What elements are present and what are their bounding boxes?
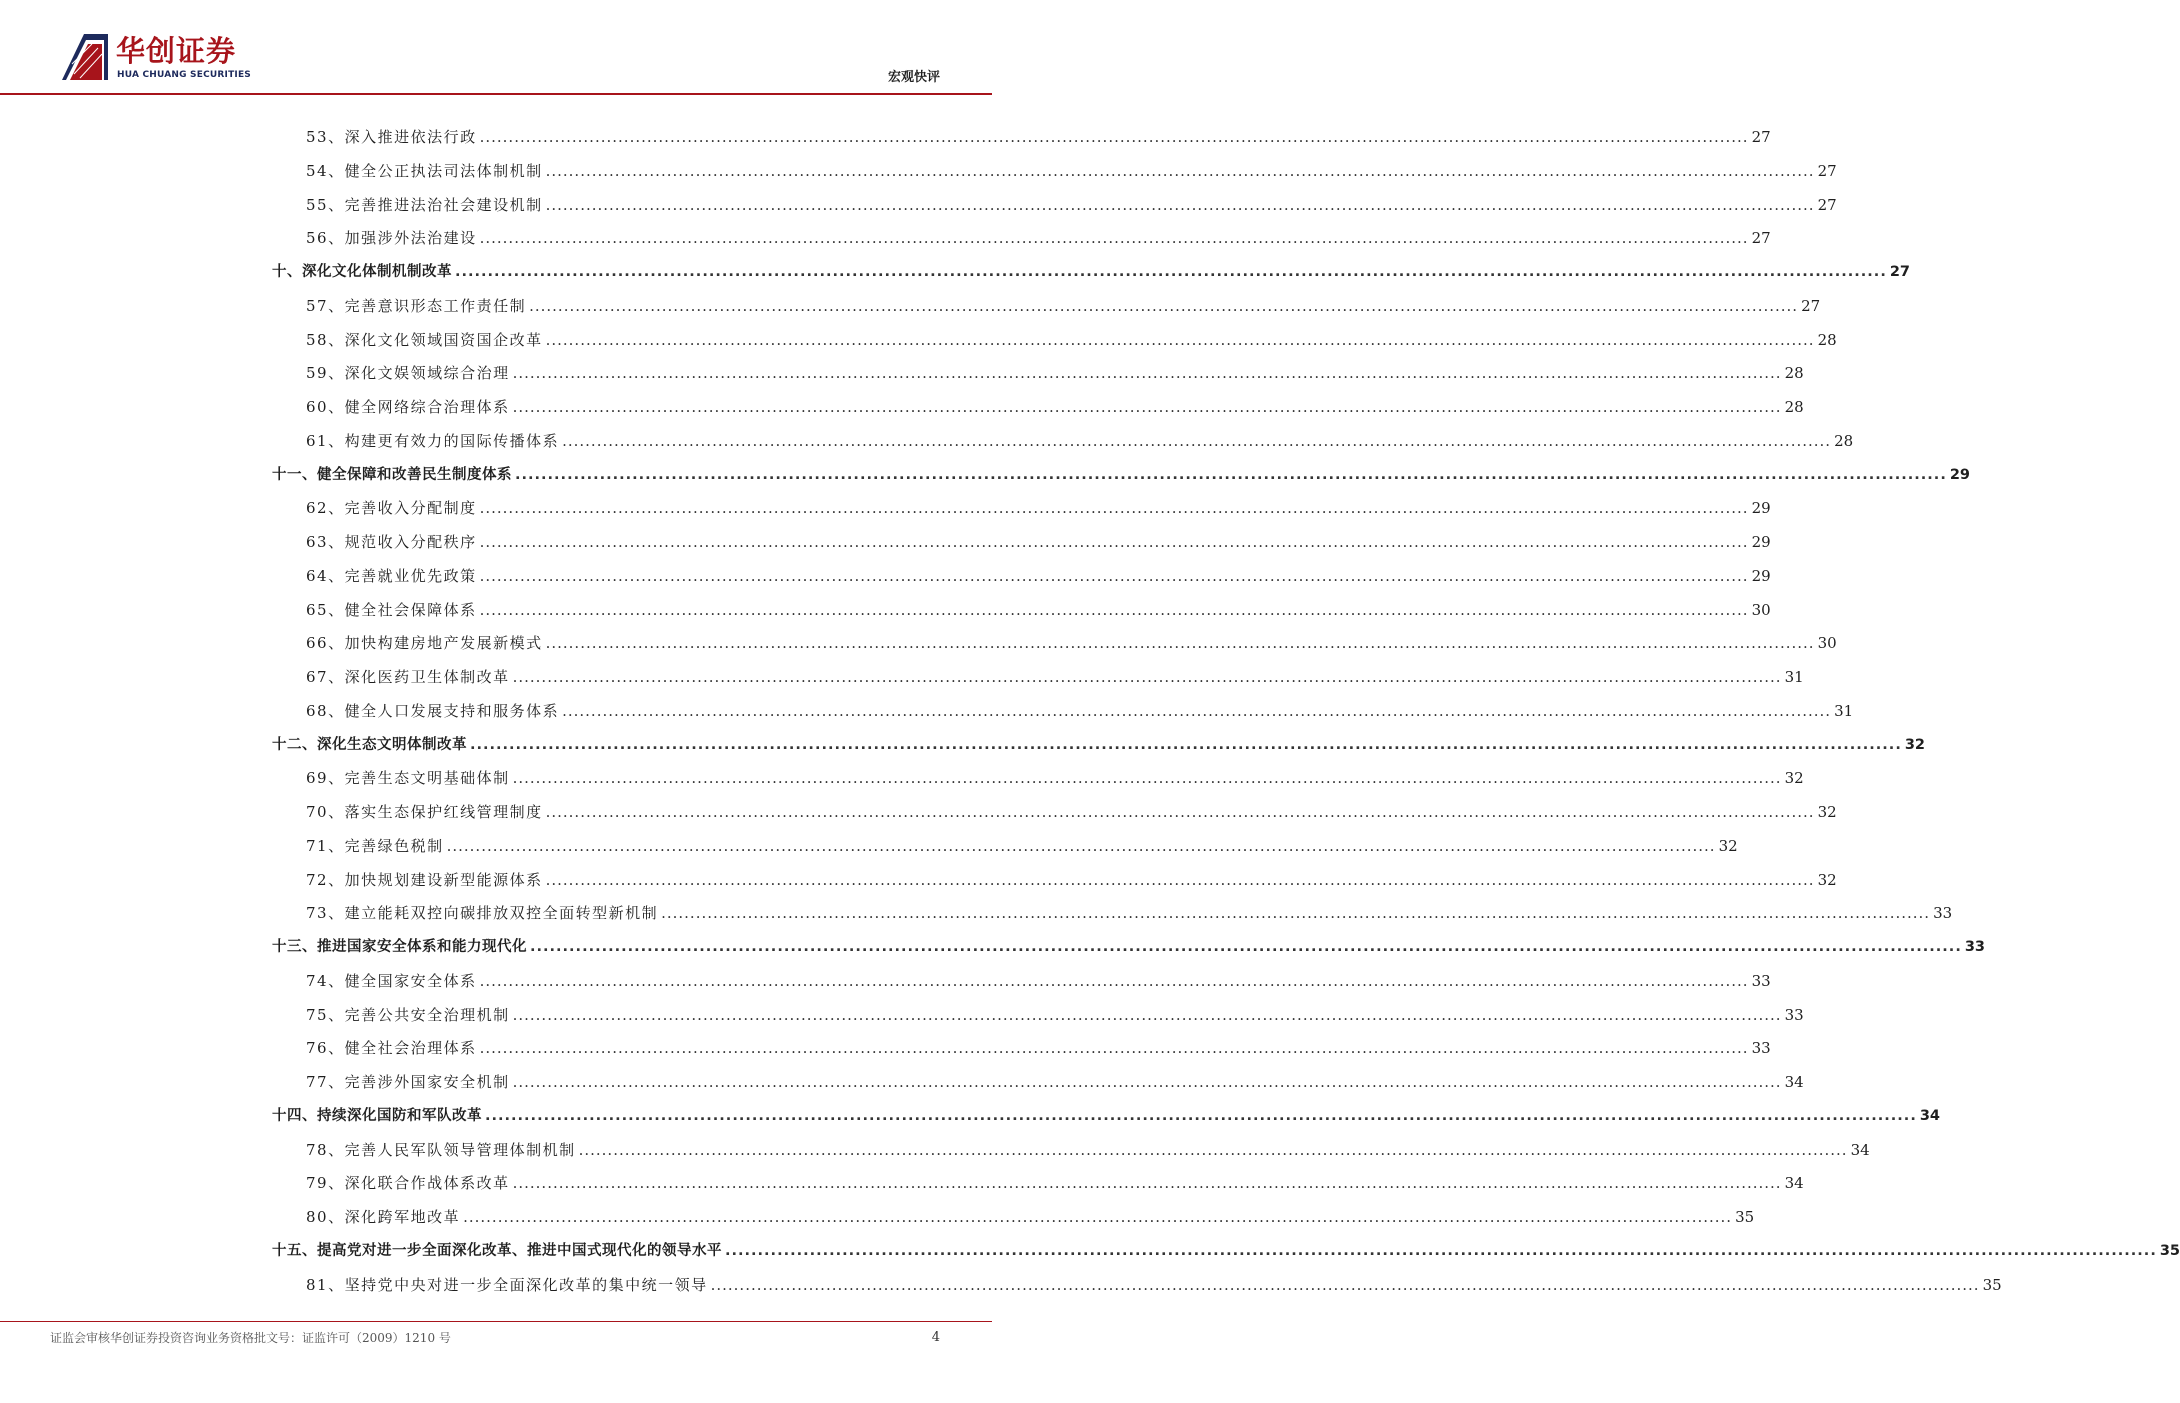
toc-chapter-entry[interactable] bbox=[272, 458, 1971, 492]
toc-page-number: 32 bbox=[1817, 870, 1837, 889]
toc-page-number: 27 bbox=[1751, 229, 1771, 248]
toc-entry-title: 69、完善生态文明基础体制 bbox=[306, 769, 510, 788]
toc-entry-title: 56、加强涉外法治建设 bbox=[306, 229, 477, 248]
toc-section-entry[interactable] bbox=[306, 221, 1771, 255]
toc-page-number: 27 bbox=[1817, 195, 1837, 214]
toc-section-entry[interactable] bbox=[306, 660, 1804, 694]
toc-section-entry[interactable] bbox=[306, 694, 1854, 728]
toc-leader-dots: ............................................................................................................................................................................................................................ bbox=[529, 296, 1799, 315]
toc-section-entry[interactable] bbox=[306, 525, 1771, 559]
toc-chapter-entry[interactable] bbox=[272, 1099, 1941, 1133]
page-number: 4 bbox=[931, 1330, 940, 1345]
toc-section-entry[interactable] bbox=[306, 154, 1837, 188]
toc-section-entry[interactable] bbox=[306, 289, 1821, 323]
toc-entry-title: 72、加快规划建设新型能源体系 bbox=[306, 870, 543, 889]
toc-chapter-entry[interactable] bbox=[272, 1234, 2180, 1268]
toc-page-number: 33 bbox=[1751, 971, 1771, 990]
toc-page-number: 35 bbox=[2159, 1242, 2180, 1259]
toc-section-entry[interactable] bbox=[306, 120, 1771, 154]
toc-section-entry[interactable] bbox=[306, 1065, 1804, 1099]
toc-entry-title: 71、完善绿色税制 bbox=[306, 836, 444, 855]
toc-page-number: 27 bbox=[1817, 161, 1837, 180]
toc-entry-title: 80、深化跨军地改革 bbox=[306, 1208, 461, 1226]
toc-page-number: 34 bbox=[1784, 1073, 1804, 1091]
toc-entry-title: 54、健全公正执法司法体制机制 bbox=[306, 161, 543, 180]
toc-leader-dots: ............................................................................................................................................................................................................................ bbox=[446, 836, 1716, 855]
toc-leader-dots: ............................................................................................................................................................................................................................ bbox=[512, 398, 1782, 416]
toc-leader-dots: ............................................................................................................................................................................................................................ bbox=[578, 1140, 1848, 1159]
brand-name-en: HUA CHUANG SECURITIES bbox=[117, 70, 251, 80]
toc-page-number: 27 bbox=[1889, 264, 1911, 280]
toc-section-entry[interactable] bbox=[306, 356, 1804, 390]
toc-page-number: 31 bbox=[1834, 701, 1854, 720]
toc-page-number: 27 bbox=[1751, 128, 1771, 146]
toc-page-number: 34 bbox=[1784, 1174, 1804, 1193]
toc-leader-dots: ............................................................................................................................................................................................................................ bbox=[545, 634, 1815, 653]
toc-page-number: 30 bbox=[1817, 634, 1837, 653]
toc-leader-dots: ............................................................................................................................................................................................................................ bbox=[512, 1005, 1782, 1024]
toc-leader-dots: ............................................................................................................................................................................................................................ bbox=[479, 533, 1749, 551]
toc-page-number: 35 bbox=[1982, 1275, 2002, 1294]
toc-entry-title: 77、完善涉外国家安全机制 bbox=[306, 1073, 510, 1091]
toc-entry-title: 78、完善人民军队领导管理体制机制 bbox=[306, 1140, 576, 1159]
brand-name-cn: 华创证券 bbox=[116, 34, 237, 68]
toc-page-number: 30 bbox=[1751, 600, 1771, 619]
toc-page-number: 33 bbox=[1964, 939, 1986, 955]
toc-entry-title: 十五、提高党对进一步全面深化改革、推进中国式现代化的领导水平 bbox=[272, 1242, 722, 1259]
toc-entry-title: 66、加快构建房地产发展新模式 bbox=[306, 634, 543, 653]
toc-leader-dots: ............................................................................................................................................................................................................................ bbox=[455, 264, 1887, 280]
toc-page-number: 31 bbox=[1784, 668, 1804, 686]
toc-leader-dots: ............................................................................................................................................................................................................................ bbox=[562, 431, 1832, 450]
toc-page-number: 28 bbox=[1817, 330, 1837, 349]
report-type-label: 宏观快评 bbox=[887, 70, 940, 85]
toc-section-entry[interactable] bbox=[306, 188, 1837, 222]
toc-section-entry[interactable] bbox=[306, 896, 1953, 930]
toc-entry-title: 57、完善意识形态工作责任制 bbox=[306, 296, 527, 315]
toc-leader-dots: ............................................................................................................................................................................................................................ bbox=[470, 736, 1902, 753]
toc-leader-dots: ............................................................................................................................................................................................................................ bbox=[479, 1039, 1749, 1058]
toc-leader-dots: ............................................................................................................................................................................................................................ bbox=[463, 1208, 1733, 1226]
footer-divider bbox=[0, 1321, 992, 1322]
toc-entry-title: 64、完善就业优先政策 bbox=[306, 566, 477, 585]
page-header bbox=[0, 0, 992, 96]
footer-license-text: 证监会审核华创证券投资咨询业务资格批文号：证监许可（2009）1210 号 bbox=[50, 1331, 451, 1345]
toc-page-number: 35 bbox=[1735, 1208, 1755, 1226]
toc-entry-title: 63、规范收入分配秩序 bbox=[306, 533, 477, 551]
toc-leader-dots: ............................................................................................................................................................................................................................ bbox=[479, 128, 1749, 146]
toc-leader-dots: ............................................................................................................................................................................................................................ bbox=[562, 701, 1832, 720]
toc-leader-dots: ............................................................................................................................................................................................................................ bbox=[545, 330, 1815, 349]
toc-entry-title: 73、建立能耗双控向碳排放双控全面转型新机制 bbox=[306, 904, 659, 923]
toc-entry-title: 十一、健全保障和改善民生制度体系 bbox=[272, 466, 512, 483]
toc-page-number: 33 bbox=[1933, 904, 1953, 923]
toc-section-entry[interactable] bbox=[306, 491, 1771, 525]
toc-page-number: 33 bbox=[1751, 1039, 1771, 1058]
toc-entry-title: 十二、深化生态文明体制改革 bbox=[272, 736, 467, 753]
toc-section-entry[interactable] bbox=[306, 559, 1771, 593]
toc-leader-dots: ............................................................................................................................................................................................................................ bbox=[545, 803, 1815, 821]
toc-entry-title: 76、健全社会治理体系 bbox=[306, 1039, 477, 1058]
toc-entry-title: 70、落实生态保护红线管理制度 bbox=[306, 803, 543, 821]
toc-section-entry[interactable] bbox=[306, 323, 1837, 357]
toc-entry-title: 68、健全人口发展支持和服务体系 bbox=[306, 701, 560, 720]
toc-leader-dots: ............................................................................................................................................................................................................................ bbox=[725, 1242, 2157, 1259]
toc-entry-title: 十、深化文化体制机制改革 bbox=[272, 264, 452, 280]
toc-page-number: 32 bbox=[1718, 836, 1738, 855]
toc-entry-title: 62、完善收入分配制度 bbox=[306, 499, 477, 518]
toc-leader-dots: ............................................................................................................................................................................................................................ bbox=[479, 971, 1749, 990]
huachuang-logo-icon bbox=[62, 34, 108, 80]
toc-section-entry[interactable] bbox=[306, 1268, 2002, 1302]
toc-leader-dots: ............................................................................................................................................................................................................................ bbox=[661, 904, 1931, 923]
toc-section-entry[interactable] bbox=[306, 964, 1771, 998]
toc-entry-title: 53、深入推进依法行政 bbox=[306, 128, 477, 146]
toc-section-entry[interactable] bbox=[306, 626, 1837, 660]
toc-leader-dots: ............................................................................................................................................................................................................................ bbox=[512, 769, 1782, 788]
toc-section-entry[interactable] bbox=[306, 1200, 1755, 1234]
toc-leader-dots: ............................................................................................................................................................................................................................ bbox=[479, 600, 1749, 619]
toc-leader-dots: ............................................................................................................................................................................................................................ bbox=[545, 870, 1815, 889]
toc-section-entry[interactable] bbox=[306, 593, 1771, 627]
toc-leader-dots: ............................................................................................................................................................................................................................ bbox=[479, 229, 1749, 248]
toc-page-number: 27 bbox=[1801, 296, 1821, 315]
toc-leader-dots: ............................................................................................................................................................................................................................ bbox=[479, 499, 1749, 518]
toc-leader-dots: ............................................................................................................................................................................................................................ bbox=[545, 195, 1815, 214]
toc-page-number: 32 bbox=[1817, 803, 1837, 821]
header-divider bbox=[0, 93, 992, 95]
toc-entry-title: 79、深化联合作战体系改革 bbox=[306, 1174, 510, 1193]
toc-entry-title: 81、坚持党中央对进一步全面深化改革的集中统一领导 bbox=[306, 1275, 708, 1294]
toc-leader-dots: ............................................................................................................................................................................................................................ bbox=[530, 939, 1962, 955]
toc-leader-dots: ............................................................................................................................................................................................................................ bbox=[479, 566, 1749, 585]
toc-chapter-entry[interactable] bbox=[272, 930, 1986, 964]
toc-section-entry[interactable] bbox=[306, 390, 1804, 424]
toc-section-entry[interactable] bbox=[306, 1031, 1771, 1065]
toc-page-number: 28 bbox=[1834, 431, 1854, 450]
toc-page-number: 29 bbox=[1949, 466, 1971, 483]
toc-entry-title: 60、健全网络综合治理体系 bbox=[306, 398, 510, 416]
toc-chapter-entry[interactable] bbox=[272, 728, 1926, 762]
toc-entry-title: 55、完善推进法治社会建设机制 bbox=[306, 195, 543, 214]
toc-page-number: 32 bbox=[1784, 769, 1804, 788]
toc-page-number: 29 bbox=[1751, 566, 1771, 585]
toc-entry-title: 59、深化文娱领域综合治理 bbox=[306, 364, 510, 383]
toc-page-number: 34 bbox=[1919, 1107, 1941, 1124]
toc-section-entry[interactable] bbox=[306, 829, 1738, 863]
toc-page-number: 29 bbox=[1751, 533, 1771, 551]
toc-section-entry[interactable] bbox=[306, 1133, 1870, 1167]
toc-leader-dots: ............................................................................................................................................................................................................................ bbox=[512, 668, 1782, 686]
toc-page-number: 32 bbox=[1904, 736, 1926, 753]
toc-entry-title: 61、构建更有效力的国际传播体系 bbox=[306, 431, 560, 450]
toc-page-number: 28 bbox=[1784, 364, 1804, 383]
toc-leader-dots: ............................................................................................................................................................................................................................ bbox=[512, 1174, 1782, 1193]
toc-entry-title: 十四、持续深化国防和军队改革 bbox=[272, 1107, 482, 1124]
toc-section-entry[interactable] bbox=[306, 424, 1854, 458]
toc-leader-dots: ............................................................................................................................................................................................................................ bbox=[512, 364, 1782, 383]
toc-section-entry[interactable] bbox=[306, 998, 1804, 1032]
toc-section-entry[interactable] bbox=[306, 863, 1837, 897]
toc-entry-title: 67、深化医药卫生体制改革 bbox=[306, 668, 510, 686]
toc-section-entry[interactable] bbox=[306, 761, 1804, 795]
toc-entry-title: 58、深化文化领域国资国企改革 bbox=[306, 330, 543, 349]
toc-entry-title: 65、健全社会保障体系 bbox=[306, 600, 477, 619]
toc-leader-dots: ............................................................................................................................................................................................................................ bbox=[710, 1275, 1980, 1294]
toc-leader-dots: ............................................................................................................................................................................................................................ bbox=[485, 1107, 1917, 1124]
toc-entry-title: 十三、推进国家安全体系和能力现代化 bbox=[272, 939, 527, 955]
toc-chapter-entry[interactable] bbox=[272, 255, 1911, 289]
toc-entry-title: 74、健全国家安全体系 bbox=[306, 971, 477, 990]
toc-entry-title: 75、完善公共安全治理机制 bbox=[306, 1005, 510, 1024]
toc-page-number: 33 bbox=[1784, 1005, 1804, 1024]
toc-leader-dots: ............................................................................................................................................................................................................................ bbox=[512, 1073, 1782, 1091]
toc-leader-dots: ............................................................................................................................................................................................................................ bbox=[515, 466, 1947, 483]
toc-page-number: 29 bbox=[1751, 499, 1771, 518]
toc-page-number: 34 bbox=[1850, 1140, 1870, 1159]
toc-page-number: 28 bbox=[1784, 398, 1804, 416]
toc-leader-dots: ............................................................................................................................................................................................................................ bbox=[545, 161, 1815, 180]
toc-section-entry[interactable] bbox=[306, 1166, 1804, 1200]
toc-section-entry[interactable] bbox=[306, 795, 1837, 829]
